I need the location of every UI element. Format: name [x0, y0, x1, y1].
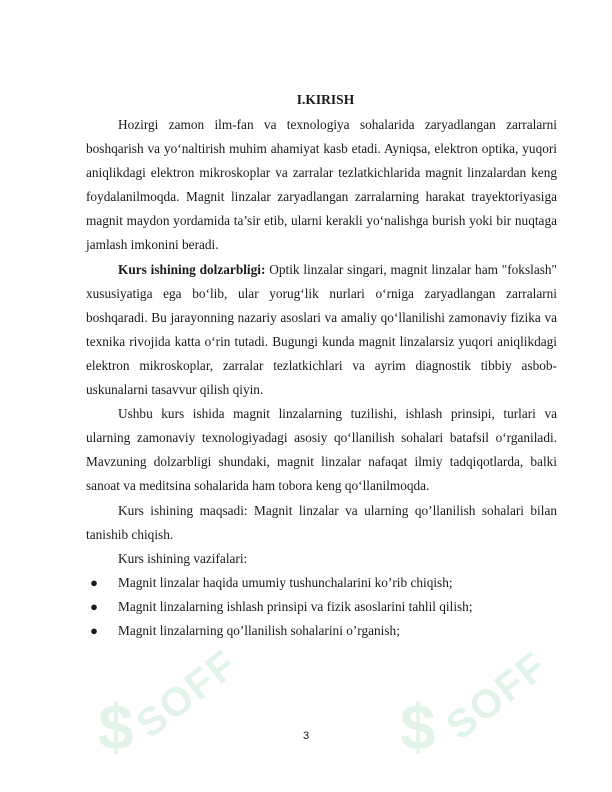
list-item-text: Magnit linzalarning qo’llanilish sohalarini o’rganish; [118, 622, 400, 638]
paragraph-scope: Ushbu kurs ishida magnit linzalarning tuzilishi, ishlash prinsipi, turlari va ularning zamonaviy texnologiyadagi asosiy qo‘llanilish sohalari batafsil o‘rganiladi. Mavzuning dolzarbligi shundaki, magnit linzalar nafaqat ilmiy tadqiqotlarda, balki sanoat va meditsina sohalarida ham tobora keng qo‘llanilmoqda. [86, 406, 557, 494]
list-item [86, 619, 557, 643]
section-title: I.KIRISH [296, 92, 355, 107]
paragraph-relevance [86, 258, 557, 403]
watermark-symbol: $ [400, 691, 436, 763]
paragraph-intro: Hozirgi zamon ilm-fan va texnologiya sohalarida zaryadlangan zarralarni boshqarish va yo‘naltirish muhim ahamiyat kasb etadi. Ayniqsa, elektron optika, yuqori aniqlikdagi elektron mikroskoplar va zarralar tezlatkichlarida magnit linzalardan keng foydalanilmoqda. Magnit linzalar zaryadlangan zarralarning harakat trayektoriyasiga magnit maydon yordamida ta’sir etib, ularni kerakli yo‘nalishga burish yoki bir nuqtaga jamlash imkonini beradi. [86, 117, 557, 253]
watermark-symbol: $ [98, 691, 134, 763]
list-item-text: Magnit linzalarning ishlash prinsipi va fizik asoslarini tahlil qilish; [118, 598, 473, 614]
relevance-text: Optik linzalar singari, magnit linzalar ham "fokslash" xususiyatiga ega bo‘lib, ular yorug‘lik nurlari o‘rniga zaryadlangan zarralarni boshqaradi. Bu jarayonning nazariy asoslari va amaliy qo‘llanilishi zamonaviy fizika va texnika rivojida katta o‘rin tutadi. Bugungi kunda magnit linzalarsiz yuqori aniqlikdagi elektron mikroskoplar, zarralar tezlatkichlari va ayrim diagnostik tibbiy asbob-uskunalarni tasavvur qilish qiyin. [86, 261, 557, 398]
tasks-list [86, 571, 557, 643]
list-item-text: Magnit linzalar haqida umumiy tushunchalarini ko’rib chiqish; [118, 574, 453, 590]
paragraph-tasks-heading: Kurs ishining vazifalari: [118, 550, 248, 566]
list-item [86, 571, 557, 595]
document-page [86, 92, 557, 643]
page-number: 3 [302, 730, 310, 742]
relevance-lead: Kurs ishining dolzarbligi: [118, 261, 266, 277]
list-item [86, 595, 557, 619]
bullet-icon: ● [90, 574, 98, 590]
watermark-text: SOFF [438, 643, 556, 749]
bullet-icon: ● [90, 598, 98, 614]
watermark-text: SOFF [128, 641, 246, 747]
paragraph-goal: Kurs ishining maqsadi: Magnit linzalar va ularning qo’llanilish sohalari bilan tanishib chiqish. [86, 502, 557, 542]
bullet-icon: ● [90, 622, 98, 638]
